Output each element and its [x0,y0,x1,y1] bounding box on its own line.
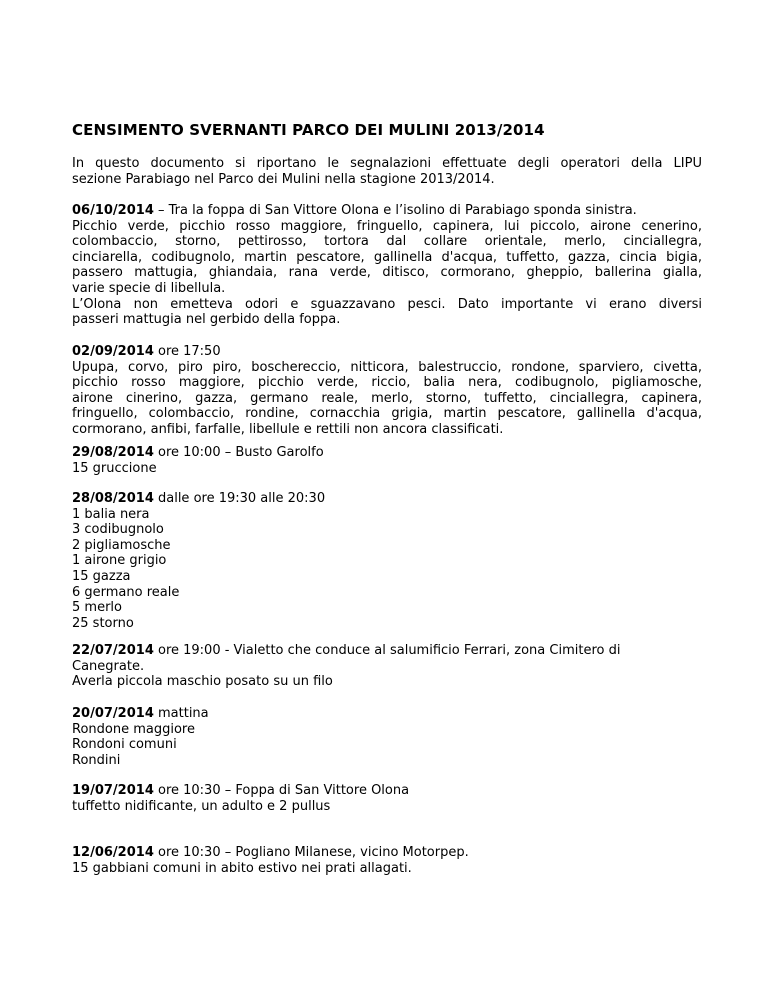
entry-date: 19/07/2014 [72,783,154,798]
entry-line: airone cinerino, gazza, germano reale, merlo, storno, tuffetto, cinciallegra, capinera, [72,390,702,406]
entry-date: 12/06/2014 [72,845,154,860]
entry-line: fringuello, colombaccio, rondine, cornacchia grigia, martin pescatore, gallinella d'acqua, [72,406,702,422]
entry-29-08-2014 [72,445,702,476]
entry-date: 06/10/2014 [72,203,154,218]
entry-header [72,643,702,659]
entry-header-text: mattina [153,706,209,721]
entry-line: tuffetto nidificante, un adulto e 2 pullus [72,798,331,814]
entry-line: 15 gabbiani comuni in abito estivo nei prati allagati. [72,860,412,876]
entry-header-text: ore 10:30 – Pogliano Milanese, vicino Motorpep. [153,845,469,860]
entry-line: L’Olona non emetteva odori e sguazzavano pesci. Dato importante vi erano diversi [72,296,702,312]
entry-line: cormorano, anfibi, farfalle, libellule e rettili non ancora classificati. [72,421,504,437]
entry-date: 20/07/2014 [72,706,154,721]
entry-line: Averla piccola maschio posato su un filo [72,674,333,690]
entry-line: 1 airone grigio [72,553,167,569]
intro-paragraph [72,156,702,187]
entry-line: 15 gruccione [72,460,157,476]
entry-date: 29/08/2014 [72,445,154,460]
entry-line: Upupa, corvo, piro piro, boschereccio, nitticora, balestruccio, rondone, sparviero, civetta, [72,359,702,375]
entry-line: picchio rosso maggiore, picchio verde, riccio, balia nera, codibugnolo, pigliamosche, [72,375,702,391]
entry-date: 28/08/2014 [72,491,154,506]
entry-line: Canegrate. [72,658,145,674]
entry-line: 25 storno [72,615,134,631]
entry-header [72,845,702,861]
entry-header-text: ore 17:50 [153,344,221,359]
entry-header [72,445,702,461]
entry-line: 2 pigliamosche [72,537,171,553]
entry-header [72,344,702,360]
entry-header [72,203,702,219]
entry-line: passeri mattugia nel gerbido della foppa. [72,312,341,328]
entry-line: 5 merlo [72,600,122,616]
entry-date: 22/07/2014 [72,643,154,658]
entry-header-text: dalle ore 19:30 alle 20:30 [153,491,326,506]
entry-line: Rondone maggiore [72,721,195,737]
entry-line: Picchio verde, picchio rosso maggiore, fringuello, capinera, lui piccolo, airone cenerino, [72,218,702,234]
entry-date: 02/09/2014 [72,344,154,359]
entry-02-09-2014 [72,344,702,438]
entry-line: cinciarella, codibugnolo, martin pescatore, gallinella d'acqua, tuffetto, gazza, cincia bigia, [72,249,702,265]
entry-06-10-2014 [72,203,702,328]
entry-line: 15 gazza [72,568,131,584]
entry-header-text: – Tra la foppa di San Vittore Olona e l’isolino di Parabiago sponda sinistra. [153,203,637,218]
entry-line: Rondini [72,752,121,768]
entry-header-text: ore 19:00 - Vialetto che conduce al salumificio Ferrari, zona Cimitero di [153,643,621,658]
intro-line: In questo documento si riportano le segnalazioni effettuate degli operatori della LIPU [72,156,702,171]
entry-line: 6 germano reale [72,584,180,600]
entry-12-06-2014 [72,845,702,876]
entry-line: 1 balia nera [72,506,150,522]
intro-line: sezione Parabiago nel Parco dei Mulini nella stagione 2013/2014. [72,171,495,187]
entry-header-text: ore 10:30 – Foppa di San Vittore Olona [153,783,410,798]
entry-line: colombaccio, storno, pettirosso, tortora dal collare orientale, merlo, cinciallegra, [72,234,702,250]
entry-line: Rondoni comuni [72,737,177,753]
entry-header [72,706,702,722]
entry-28-08-2014 [72,491,702,631]
entry-header-text: ore 10:00 – Busto Garolfo [153,445,324,460]
entry-line: varie specie di libellula. [72,280,226,296]
entry-header [72,783,702,799]
entry-line: 3 codibugnolo [72,522,164,538]
entry-19-07-2014 [72,783,702,814]
document-title: CENSIMENTO SVERNANTI PARCO DEI MULINI 2013/2014 [72,121,545,139]
entry-20-07-2014 [72,706,702,768]
entry-line: passero mattugia, ghiandaia, rana verde, ditisco, cormorano, gheppio, ballerina gialla, [72,265,702,281]
entry-header [72,491,702,507]
entry-22-07-2014 [72,643,702,690]
